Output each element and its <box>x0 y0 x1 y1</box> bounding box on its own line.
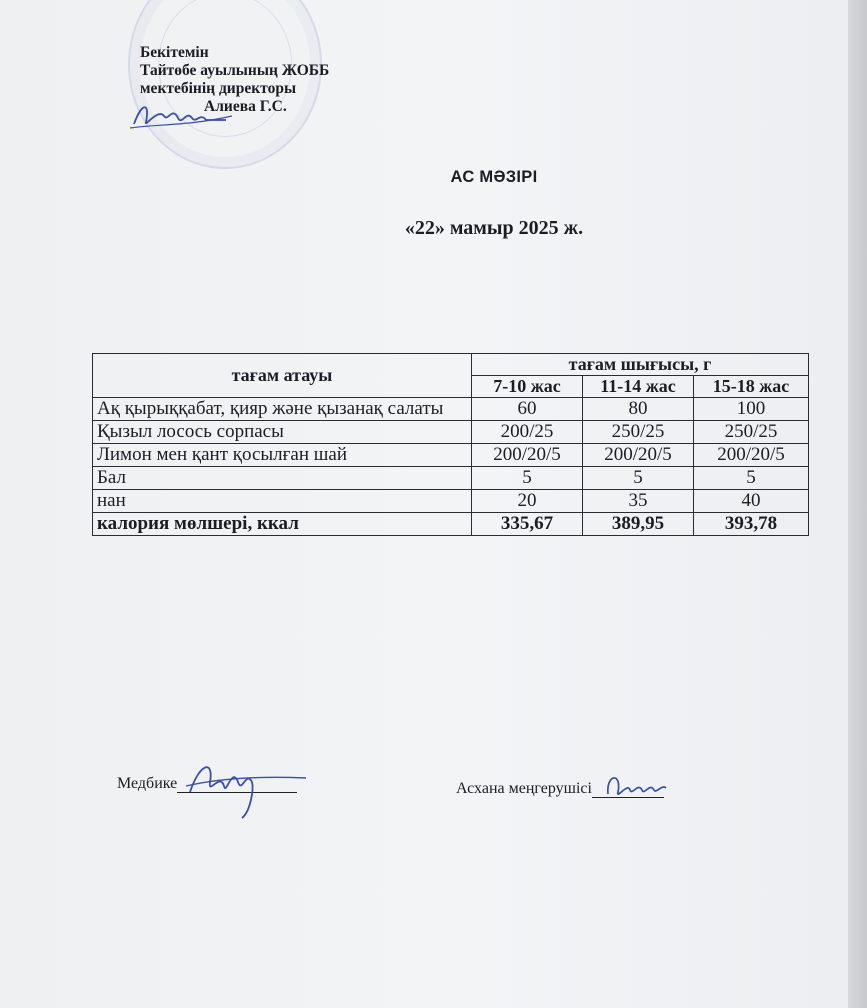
approval-line-approve: Бекітемін <box>140 44 209 61</box>
dish-value: 5 <box>472 467 583 490</box>
total-label: калория мөлшері, ккал <box>93 513 472 536</box>
dish-value: 200/20/5 <box>472 444 583 467</box>
director-name: Алиева Г.С. <box>204 98 287 115</box>
dish-name: Ақ қырыққабат, қияр және қызанақ салаты <box>93 398 472 421</box>
dish-value: 60 <box>472 398 583 421</box>
cook-signature <box>600 764 680 804</box>
dish-name: нан <box>93 490 472 513</box>
dish-value: 20 <box>472 490 583 513</box>
dish-value: 200/25 <box>472 421 583 444</box>
cook-label: Асхана меңгерушісі <box>456 780 592 797</box>
header-output: тағам шығысы, г <box>472 354 809 376</box>
table-row <box>93 467 809 490</box>
director-signature <box>128 98 238 134</box>
dish-value: 5 <box>583 467 694 490</box>
dish-value: 100 <box>694 398 809 421</box>
header-age-3: 15-18 жас <box>694 376 809 398</box>
approval-line-position: мектебінің директоры <box>140 80 297 97</box>
dish-name: Қызыл лосось сорпасы <box>93 421 472 444</box>
dish-name: Лимон мен қант қосылған шай <box>93 444 472 467</box>
header-dish-name: тағам атауы <box>93 354 472 398</box>
nurse-signature <box>180 752 310 822</box>
total-value: 335,67 <box>472 513 583 536</box>
nurse-label: Медбике <box>117 775 178 792</box>
dish-value: 5 <box>694 467 809 490</box>
table-row <box>93 444 809 467</box>
menu-table <box>92 353 809 536</box>
dish-value: 40 <box>694 490 809 513</box>
table-row <box>93 398 809 421</box>
total-value: 393,78 <box>694 513 809 536</box>
dish-value: 80 <box>583 398 694 421</box>
dish-value: 200/20/5 <box>583 444 694 467</box>
dish-value: 250/25 <box>583 421 694 444</box>
table-total-row <box>93 513 809 536</box>
dish-value: 35 <box>583 490 694 513</box>
document-title: АС МӘЗІРІ <box>450 168 538 186</box>
table-row <box>93 421 809 444</box>
dish-name: Бал <box>93 467 472 490</box>
page-edge <box>848 0 867 1008</box>
total-value: 389,95 <box>583 513 694 536</box>
menu-date: «22» мамыр 2025 ж. <box>404 217 584 239</box>
table-header-row <box>93 354 809 376</box>
approval-line-school: Тайтөбе ауылының ЖОББ <box>140 62 330 79</box>
table-row <box>93 490 809 513</box>
header-age-2: 11-14 жас <box>583 376 694 398</box>
dish-value: 200/20/5 <box>694 444 809 467</box>
header-age-1: 7-10 жас <box>472 376 583 398</box>
dish-value: 250/25 <box>694 421 809 444</box>
